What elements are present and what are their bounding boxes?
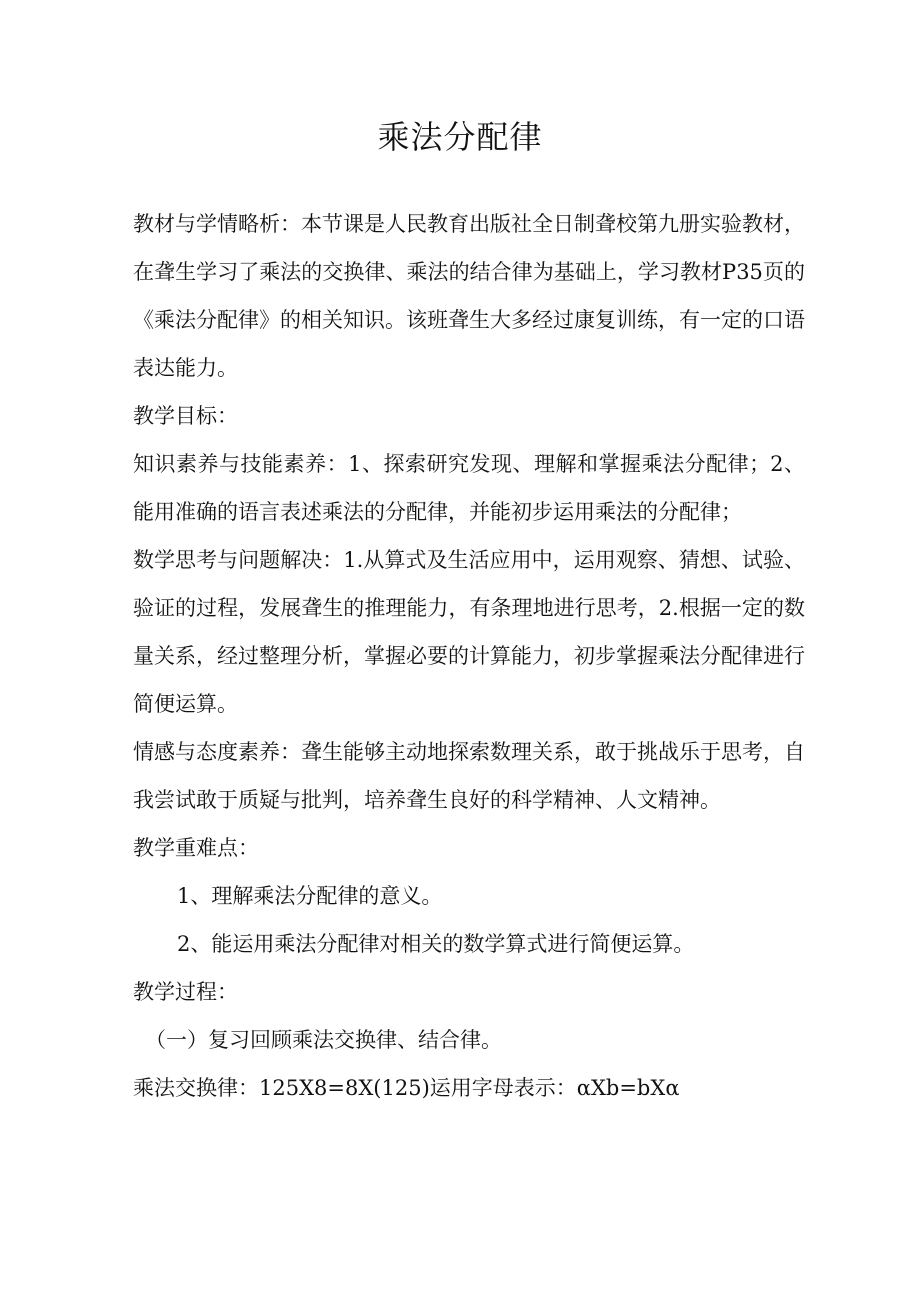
- commutative-law-line: 乘法交换律：125X8=8X(125)运用字母表示：αXb=bXα: [133, 1076, 680, 1100]
- teaching-process-heading: 教学过程：: [133, 980, 238, 1004]
- teaching-goals-heading: 教学目标：: [133, 404, 238, 428]
- key-difficulties-heading: 教学重难点：: [133, 836, 259, 860]
- document-body: [133, 200, 805, 1112]
- key-point-1: 1、理解乘法分配律的意义。: [177, 884, 443, 908]
- textbook-analysis-paragraph: 教材与学情略析：本节课是人民教育出版社全日制聋校第九册实验教材，在聋生学习了乘法的交换律、乘法的结合律为基础上，学习教材P35页的《乘法分配律》的相关知识。该班聋生大多经过康复训练，有一定的口语表达能力。: [133, 212, 805, 380]
- key-point-2: 2、能运用乘法分配律对相关的数学算式进行简便运算。: [177, 932, 695, 956]
- emotion-attitude-paragraph: 情感与态度素养：聋生能够主动地探索数理关系，敢于挑战乐于思考，自我尝试敢于质疑与批判，培养聋生良好的科学精神、人文精神。: [133, 740, 805, 812]
- review-section-heading: （一）复习回顾乘法交换律、结合律。: [145, 1028, 502, 1052]
- math-thinking-paragraph: 数学思考与问题解决：1.从算式及生活应用中，运用观察、猜想、试验、验证的过程，发展聋生的推理能力，有条理地进行思考，2.根据一定的数量关系，经过整理分析，掌握必要的计算能力，初步掌握乘法分配律进行简便运算。: [133, 548, 805, 716]
- knowledge-skills-paragraph: 知识素养与技能素养：1、探索研究发现、理解和掌握乘法分配律；2、能用准确的语言表述乘法的分配律，并能初步运用乘法的分配律；: [133, 452, 805, 524]
- document-title: 乘法分配律: [377, 118, 543, 156]
